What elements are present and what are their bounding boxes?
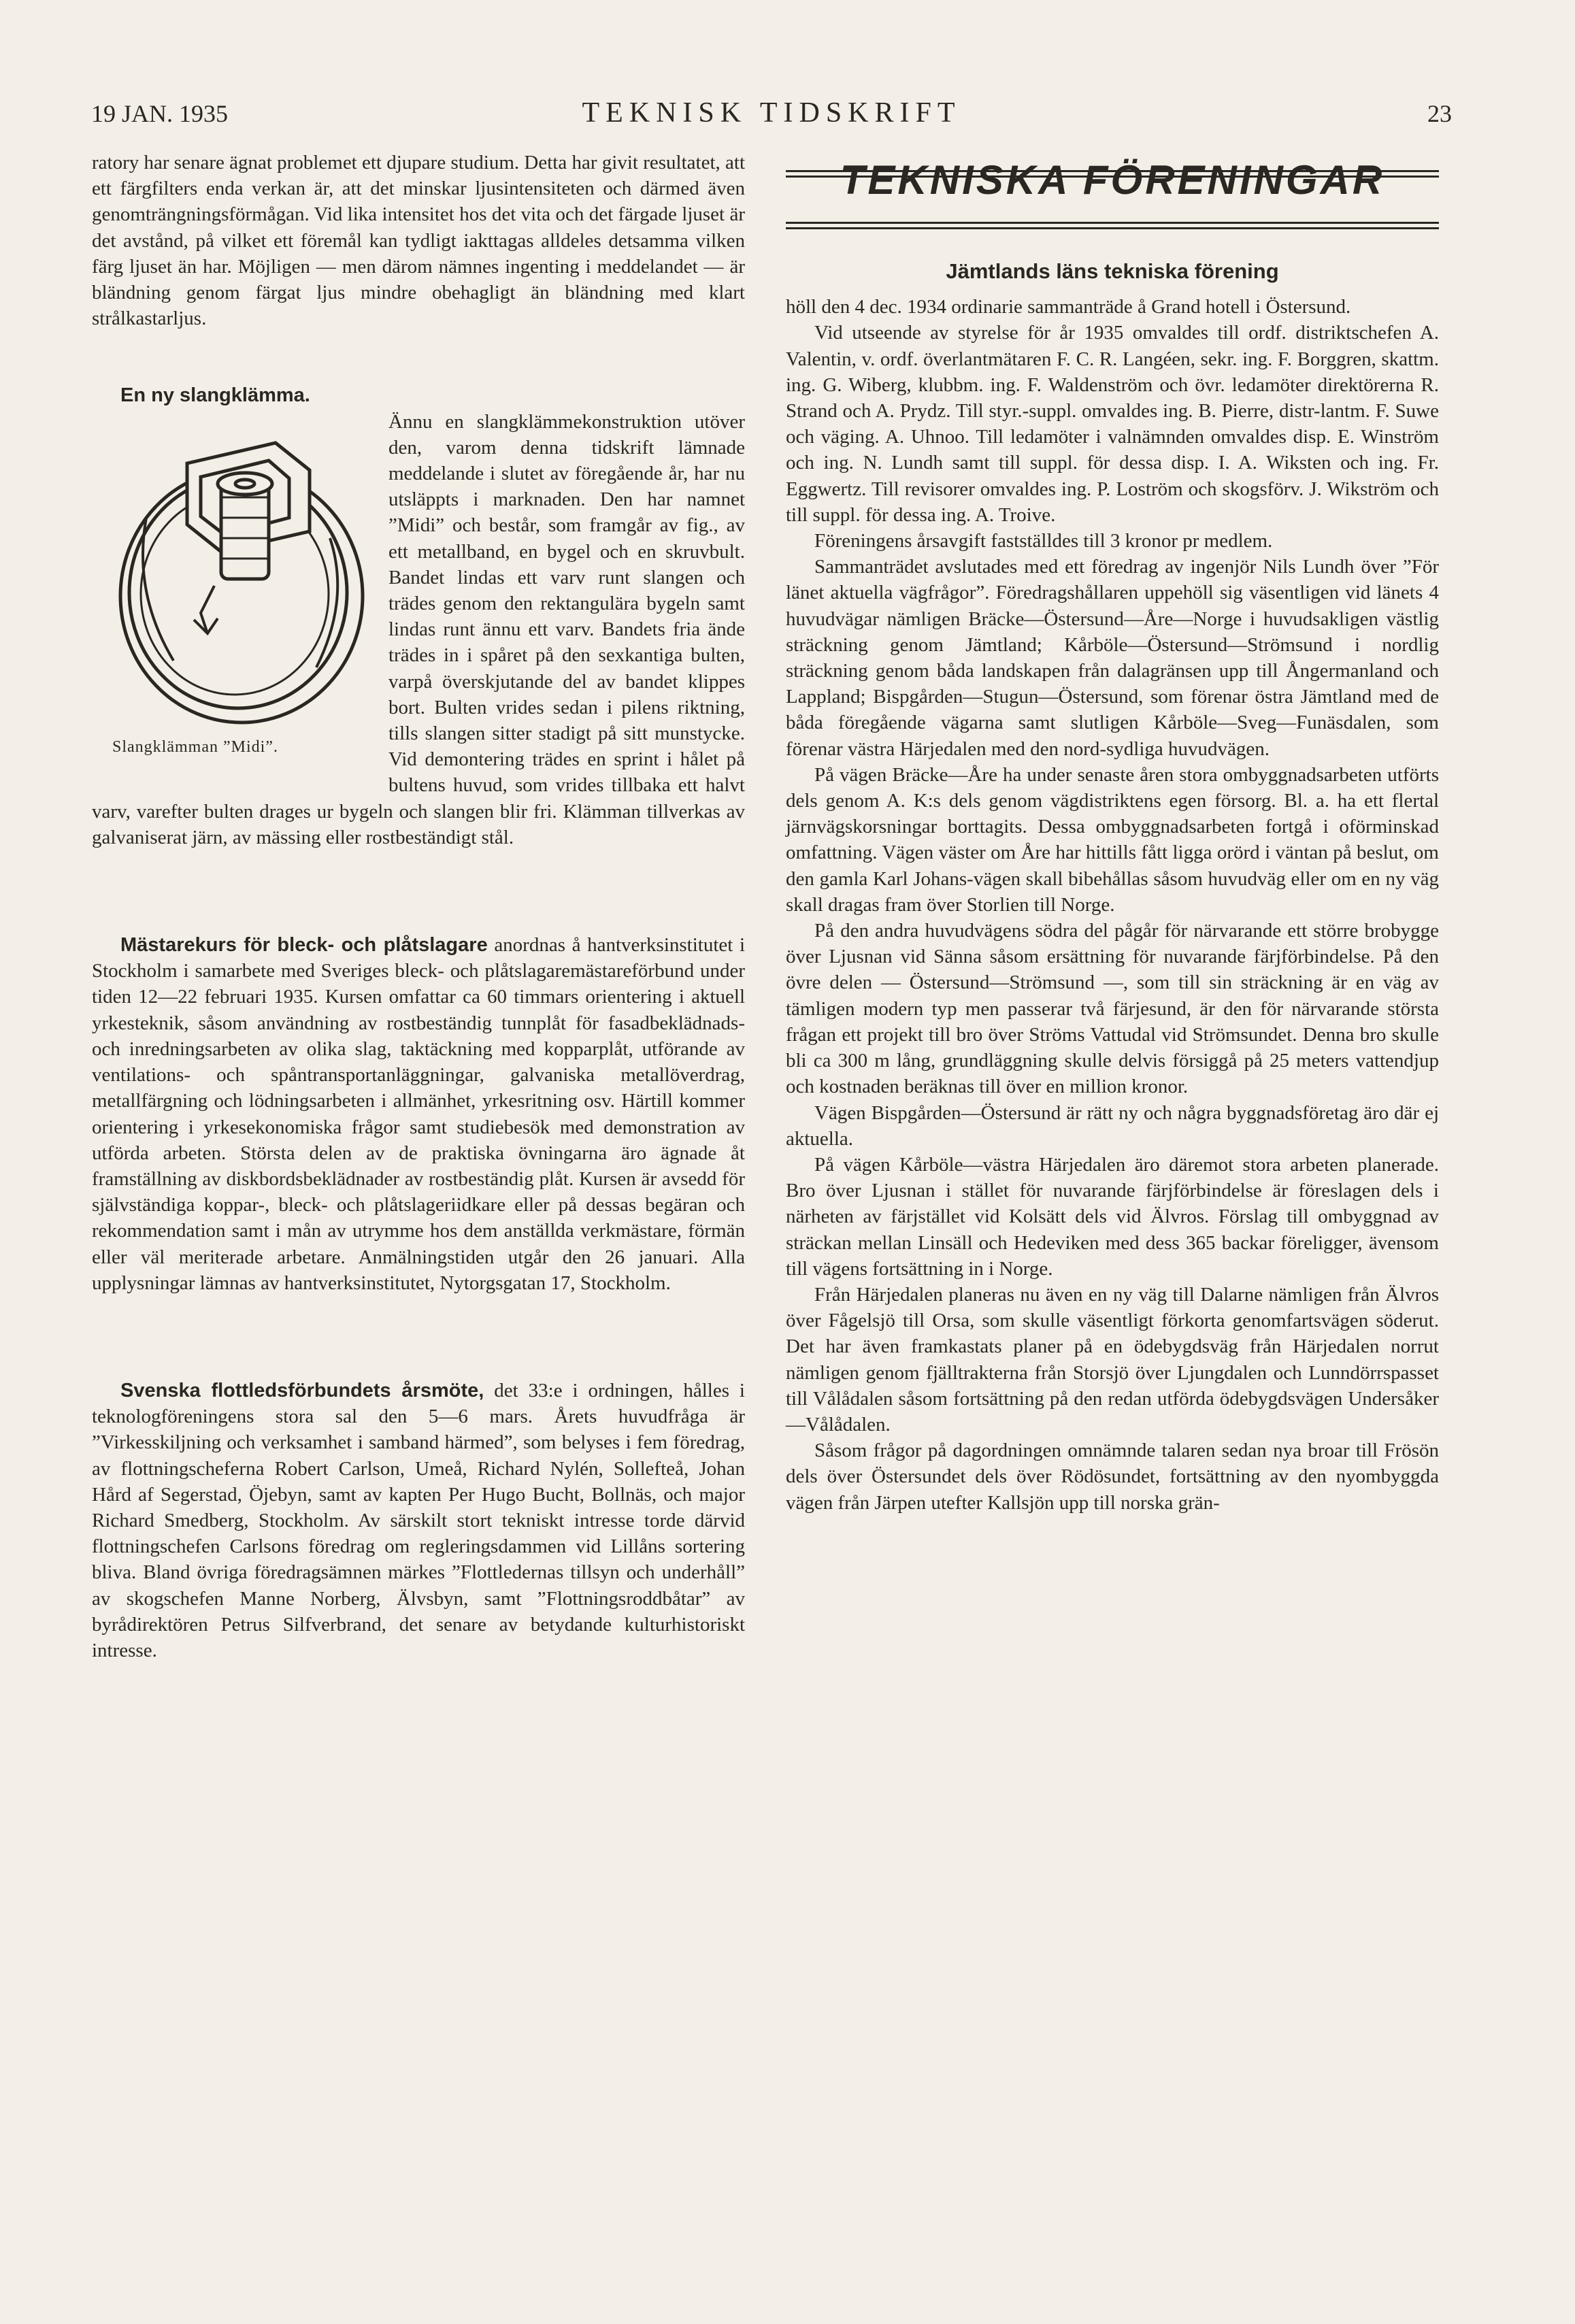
report-paragraph: Vid utseende av styrelse för år 1935 omvaldes till ordf. distriktschefen A. Valentin, v. ordf. överlantmätaren F. C. R. Langéen, sekr. ing. F. Borggren, skattm. ing. G. Wiberg, klubbm. ing. F. Waldenström och övr. ledamöter direktörerna R. Strand och A. Prydz. Till styr.-suppl. omvaldes ing. B. Pierre, distr-lantm. F. Suwe och väging. A. Uhnoo. Till ledamöter i valnämnden omvaldes disp. E. Winström och ing. N. Lundh samt till suppl. för dessa disp. I. A. Wiksten och ing. Fr. Eggwertz. Till revisorer omvaldes ing. P. Loström och skogsförv. J. Wikström och till suppl. för dessa ing. A. Troive.: [786, 322, 1439, 526]
report-paragraph: Från Härjedalen planeras nu även en ny väg till Dalarne nämligen från Älvros över Fågelsjö till Orsa, som skulle väsentligt förkorta genomfartsvägen söderut. Det har även framkastats planer på en ödebygdsväg från Härjedalen norrut nämligen genom fjälltrakterna från Storsjö över Ljungdalen och Lunndörrspasset till Vålådalen såsom fortsättning på den redan utförda ödebygdsvägen Undersåker—Vålådalen.: [786, 1283, 1439, 1435]
article-mastarekurs: [92, 932, 745, 1296]
article-flottledsforbund: [92, 1378, 745, 1663]
report-paragraph: På vägen Bräcke—Åre ha under senaste åren stora ombyggnadsarbeten utförts dels genom A. K:s dels genom vägdistriktens egen försorg. Bl. a. ha ett flertal järnvägskorsningar borttagits. Dessa ombyggnadsarbeten fortgå i oförminskad omfattning. Vägen väster om Åre har hittills fått ligga orörd i väntan på beslut, om den gamla Karl Johans-vägen skall bibehållas såsom huvudväg eller om en ny väg skall dragas fram över Storlien till Norge.: [786, 763, 1439, 916]
article-heading-flottled: Svenska flottledsförbundets årsmöte,: [120, 1379, 484, 1401]
section-title: TEKNISKA FÖRENINGAR: [840, 157, 1385, 203]
report-paragraph: Sammanträdet avslutades med ett föredrag av ingenjör Nils Lundh över ”För länet aktuella vägfrågor”. Föredragshållaren uppehöll sig väsentligen vid länets 4 huvudvägar nämligen Bräcke—Östersund—Åre—Norge i huvudsakligen västlig sträckning genom Jämtland; Kårböle—Östersund—Strömsund i nordlig sträckning genom båda landskapen från dalagränsen upp till Ångermanland och Lappland; Bispgården—Stugun—Östersund, som förenar östra Jämtland med de båda föregående vägarna samt slutligen Kårböle—Sveg—Funäsdalen, som förenar västra Härjedalen med den nord-sydliga huvudvägen.: [786, 556, 1439, 760]
figure-hose-clamp: [92, 409, 378, 776]
article-text-slangklamma: Ännu en slangklämmekonstruktion utöver den, varom denna tidskrift lämnade meddelande i slutet av föregående år, har nu utsläppts i marknaden. Den har namnet ”Midi” och består, som framgår av fig., av ett metallband, en bygel och en skruvbult. Bandet lindas ett varv runt slangen och trädes genom den rektangulära bygeln samt lindas runt ännu ett varv. Bandets fria ände trädes in i spåret på den sexkantiga bulten, varpå överskjutande del av bandet klippes bort. Bulten vrides sedan i pilens riktning, tills slangen sitter stadigt på sitt munstycke. Vid demontering trädes en sprint i hålet på bultens huvud, som vrides tillbaka ett halvt varv, varefter bulten drages ur bygeln och slangen blir fri. Klämman tillverkas av galvaniserat järn, av mässing eller rostbeständigt stål.: [92, 410, 745, 848]
issue-date: 19 JAN. 1935: [91, 100, 229, 127]
report-paragraph: På vägen Kårböle—västra Härjedalen äro däremot stora arbeten planerade. Bro över Ljusnan i stället för nuvarande färjförbindelse är föreslagen dels i närheten av färjstället vid Kolsätt dels vid Älvros. Förslag till ombyggnad av sträckan mellan Linsäll och Hedeviken med dess 365 backar föreligger, ävensom till vägens fortsättning in i Norge.: [786, 1153, 1439, 1280]
page-number: 23: [1427, 100, 1452, 127]
journal-title: TEKNISK TIDSKRIFT: [582, 97, 961, 129]
section-banner: [786, 150, 1439, 231]
figure-caption: Slangklämman ”Midi”.: [112, 737, 278, 756]
report-paragraph: Såsom frågor på dagordningen omnämnde talaren sedan nya broar till Frösön dels över Östersundet dels över Rödösundet, fortsättning av den nyombyggda vägen från Järpen utefter Kallsjön upp till norska grän-: [786, 1440, 1439, 1514]
report-paragraph: Föreningens årsavgift fastställdes till 3 kronor pr medlem.: [814, 530, 1273, 552]
hose-clamp-illustration: [105, 416, 371, 729]
article-slangklamma: [92, 382, 745, 850]
intro-paragraph: ratory har senare ägnat problemet ett djupare studium. Detta har givit resultatet, att ett färgfilters enda verkan är, att det minskar ljusintensiteten och därmed även genomträngningsförmågan. Vid lika intensitet hos det vita och det färgade ljuset är det avstånd, på vilket ett föremål kan tydligt iakttagas alldeles detsamma vilken färg ljuset än har. Möjligen — men därom nämnes ingenting i meddelandet — är bländning genom färgat ljus mindre obehagligt än bländning med klart strålkastarljus.: [92, 152, 745, 330]
left-column: [92, 150, 745, 1663]
society-heading: Jämtlands läns tekniska förening: [946, 259, 1279, 283]
article-heading-mastarekurs: Mästarekurs för bleck- och plåtslagare: [120, 934, 488, 957]
article-heading-slangklamma: En ny slangklämma.: [120, 384, 310, 407]
report-paragraph: höll den 4 dec. 1934 ordinarie sammanträde å Grand hotell i Östersund.: [786, 296, 1351, 318]
running-header: [91, 94, 1452, 135]
article-text-flottled: det 33:e i ordningen, hålles i teknologföreningens stora sal den 5—6 mars. Årets huvudfråga är ”Virkesskiljning och verksamhet i samband härmed”, som belyses i fem föredrag, av flottningscheferna Robert Carlson, Umeå, Richard Nylén, Sollefteå, Johan Hård af Segerstad, Öjebyn, samt av kapten Per Hugo Bucht, Bollnäs, och major Richard Smedberg, Stockholm. Av särskilt stort tekniskt intresse torde därvid flottningschefen Carlsons föredrag om regleringsdammen vid Lillåns sortering bliva. Bland övriga föredragsämnen märkes ”Flottledernas tillsyn och underhåll” av skogschefen Manne Norberg, Älvsbyn, samt ”Flottningsroddbåtar” av byrådirektören Petrus Silfverbrand, det senare av betydande kulturhistoriskt intresse.: [92, 1379, 745, 1661]
report-paragraph: Vägen Bispgården—Östersund är rätt ny och några byggnadsföretag äro där ej aktuella.: [786, 1101, 1439, 1150]
report-paragraph: På den andra huvudvägens södra del pågår för närvarande ett större brobygge över Ljusnan vid Sänna såsom ersättning för nuvarande färjförbindelse. På den övre delen — Östersund—Strömsund —, som till sin sträckning är en väg av tämligen modern typ men passerar två färjesund, är den för närvarande största frågan ett projekt till bro över Ströms Vattudal vid Strömsundet. Denna bro skulle bli ca 300 m lång, grundläggning skulle delvis försiggå på 25 meters vattendjup och kostnaden beräknas till över en million kronor.: [786, 920, 1439, 1098]
article-text-mastarekurs: anordnas å hantverksinstitutet i Stockholm i samarbete med Sveriges bleck- och plåtslagaremästareförbund under tiden 12—22 februari 1935. Kursen omfattar ca 60 timmars orientering i aktuell yrkesteknik, såsom användning av rostbeständig tunnplåt för fasadbeklädnads- och inredningsarbeten av olika slag, taktäckning med kopparplåt, utförande av ventilations- och spåntransportanläggningar, galvaniska metallöverdrag, metallfärgning och lödningsarbeten i allmänhet, yrkesritning osv. Härtill kommer orientering i yrkesekonomiska frågor samt studiebesök med demonstration av utförda arbeten. Största delen av de praktiska övningarna äro ägnade åt framställning av diskbordsbeklädnader av rostbeständig plåt. Kursen är avsedd för självständiga koppar-, bleck- och plåtslageriidkare eller på dessas begäran och rekommendation samt i mån av utrymme hos dem anställda verkmästare, förmän eller väl meriterade arbetare. Anmälningstiden utgår den 26 januari. Alla upplysningar lämnas av hantverksinstitutet, Nytorgsgatan 17, Stockholm.: [92, 934, 745, 1294]
right-column: [786, 150, 1439, 1516]
